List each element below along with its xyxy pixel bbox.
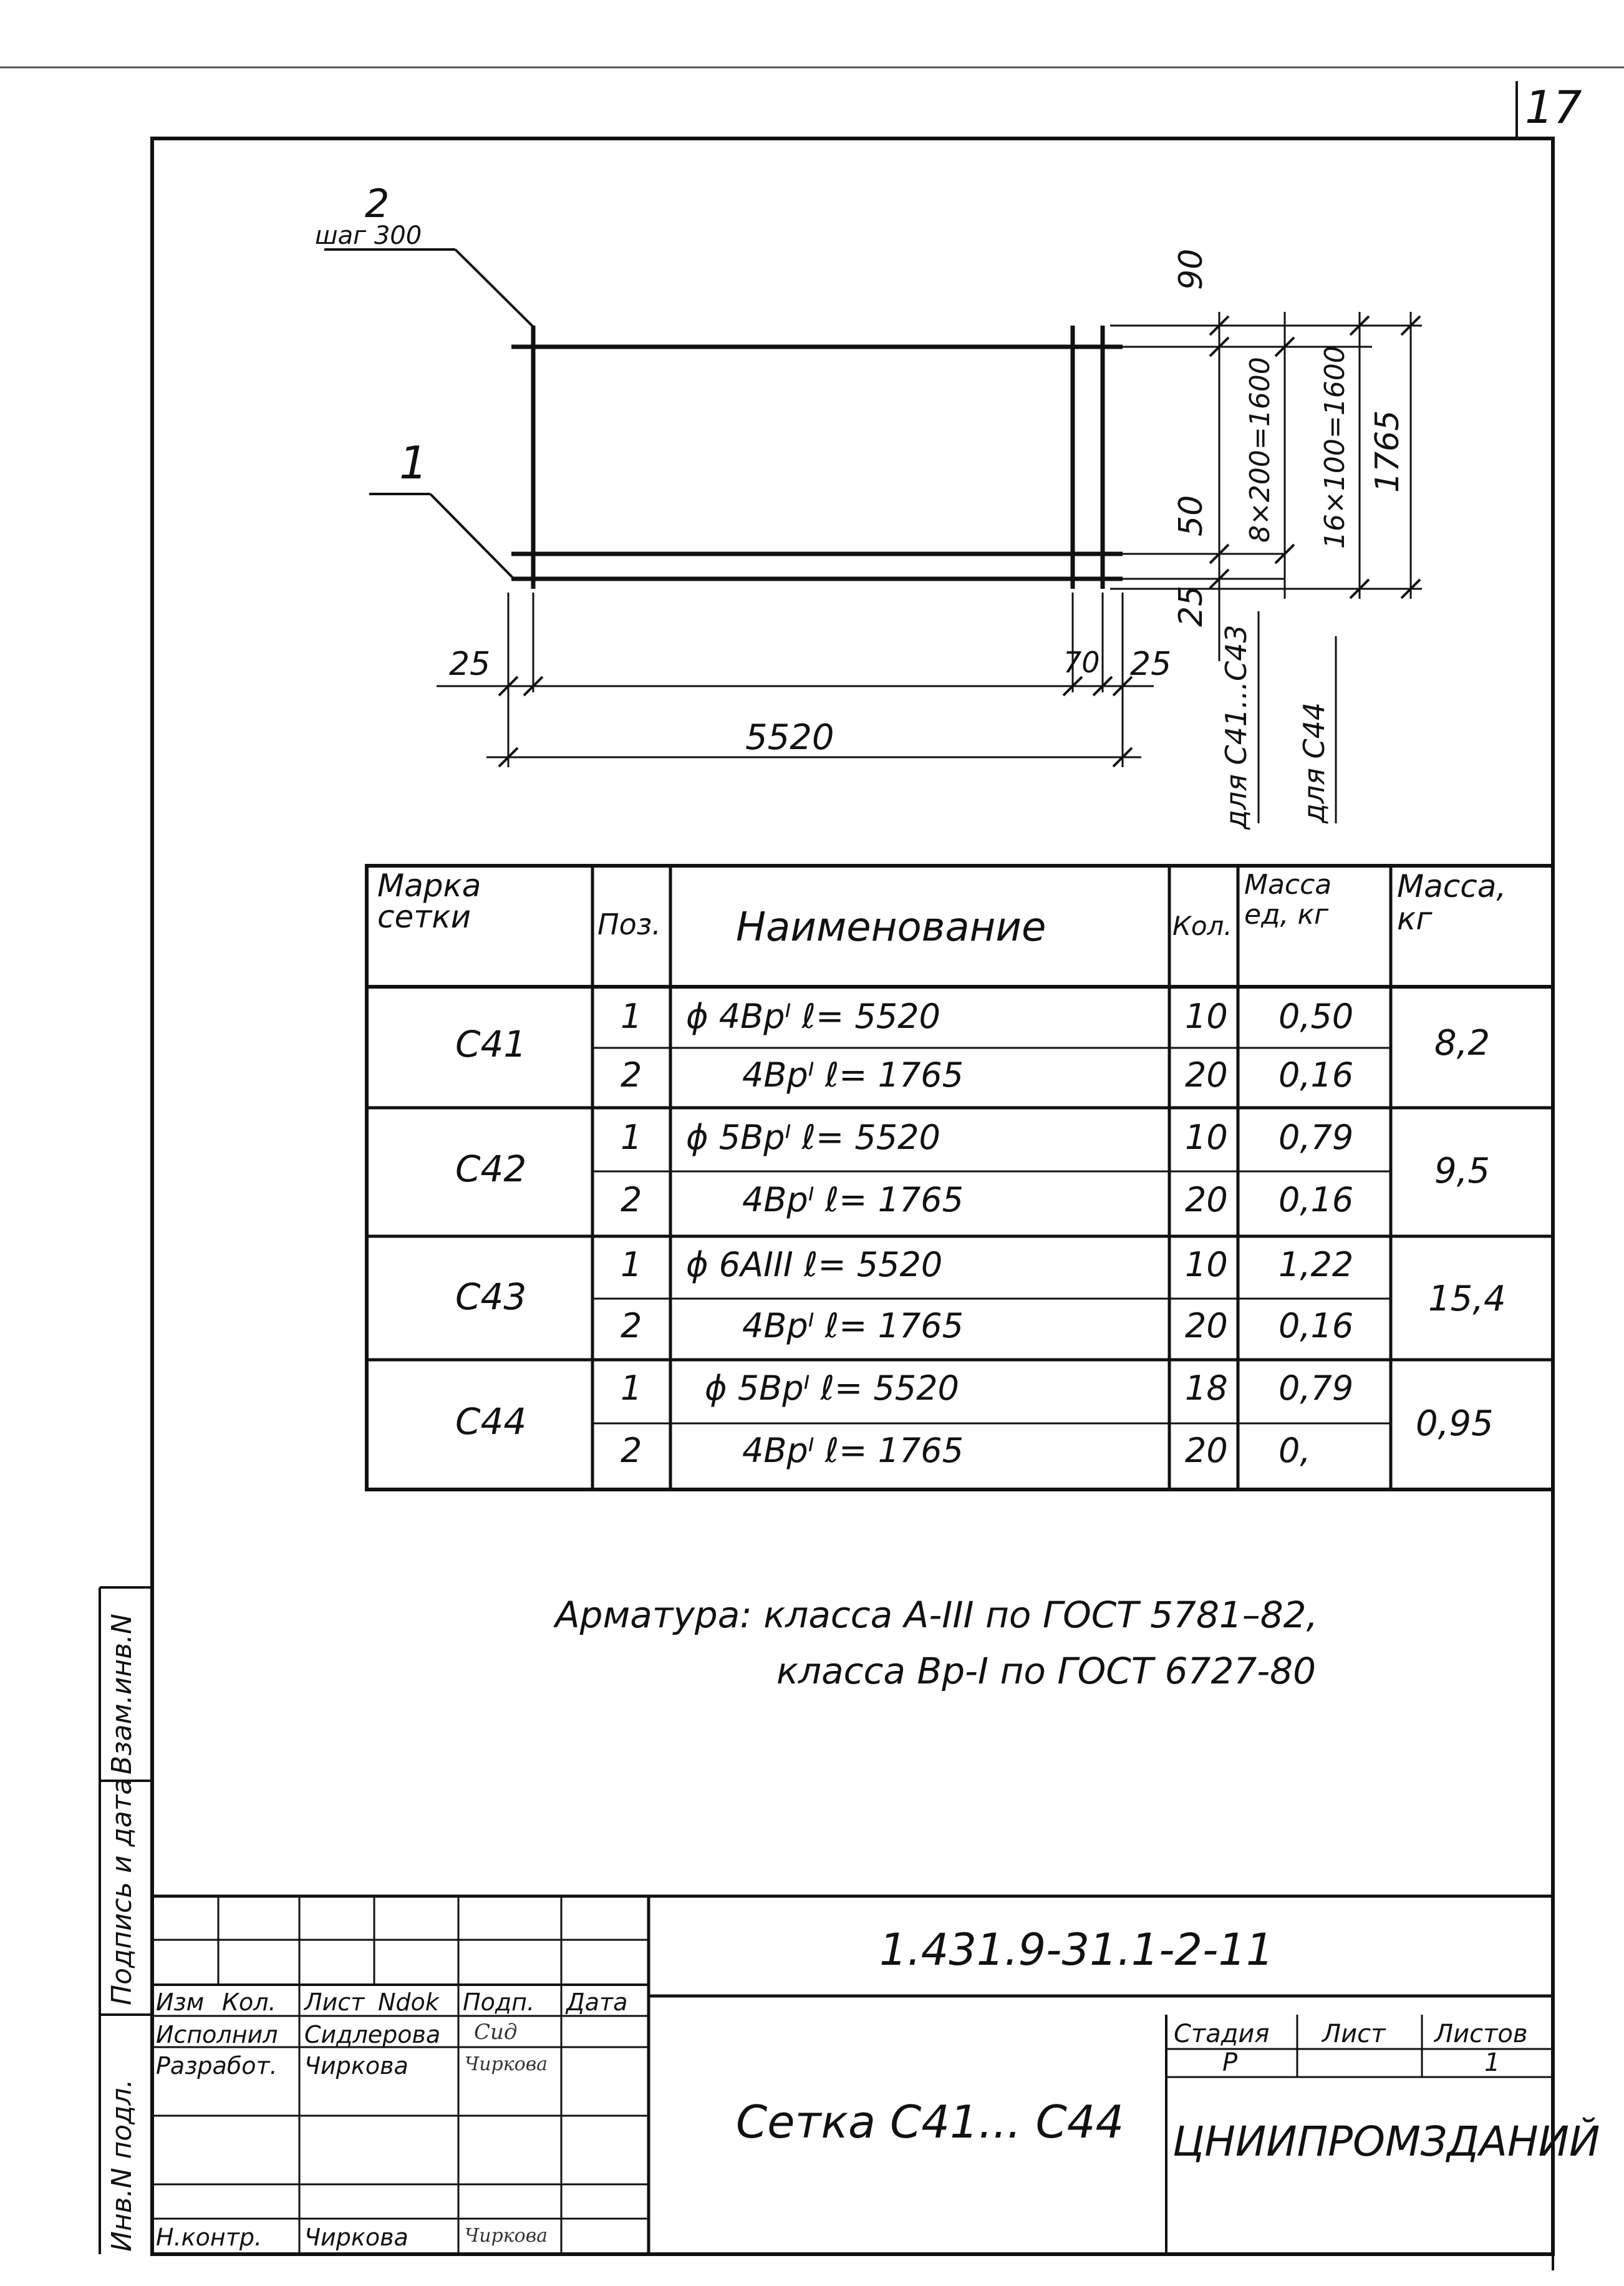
- row-unit-mass: 0,79: [1278, 1368, 1354, 1408]
- header-qty: Кол.: [1172, 911, 1232, 941]
- row-name: ϕ 5Врᴵ ℓ= 5520: [705, 1368, 959, 1408]
- header-unit-mass: Масса ед, кг: [1244, 869, 1332, 931]
- row-unit-mass: 0,16: [1278, 1180, 1354, 1219]
- row-qty: 20: [1185, 1306, 1228, 1345]
- col-izm: Изм: [156, 1988, 205, 2016]
- role-norm-control-signature: Чиркова: [465, 2225, 548, 2247]
- role-executor: Исполнил: [156, 2021, 278, 2048]
- group-mass: 8,2: [1434, 1023, 1491, 1063]
- row-unit-mass: 0,16: [1278, 1055, 1354, 1095]
- dim-16x100: 16×100=1600: [1319, 346, 1351, 549]
- row-pos: 1: [621, 1368, 642, 1408]
- sheet-number: 17: [1525, 81, 1582, 133]
- row-pos: 1: [621, 1245, 642, 1284]
- side-vzam-inv: Взам.инв.N: [106, 1614, 138, 1775]
- header-pos: Поз.: [597, 908, 661, 941]
- group-mark: С41: [455, 1023, 527, 1065]
- position-1-label: 1: [399, 437, 428, 489]
- note-for-c41-c43: для С41...С43: [1219, 624, 1253, 830]
- col-list: Лист: [304, 1988, 365, 2016]
- row-qty: 10: [1185, 997, 1228, 1036]
- row-unit-mass: 0,: [1278, 1431, 1311, 1470]
- row-qty: 20: [1185, 1431, 1228, 1470]
- role-developer: Разработ.: [156, 2052, 278, 2080]
- role-norm-control: Н.контр.: [156, 2224, 263, 2251]
- group-mark: С44: [455, 1400, 527, 1443]
- role-executor-name: Сидлерова: [304, 2021, 441, 2048]
- stage-value: Р: [1222, 2048, 1238, 2077]
- position-2-label: 2: [365, 181, 390, 226]
- row-qty: 18: [1185, 1368, 1228, 1408]
- row-pos: 2: [621, 1180, 642, 1219]
- dim-70: 70: [1063, 646, 1100, 679]
- row-pos: 1: [621, 997, 642, 1036]
- reinforcement-note-line1: Арматура: класса А-III по ГОСТ 5781–82,: [555, 1594, 1318, 1636]
- dim-5520: 5520: [745, 717, 834, 758]
- side-sign-date: Подпись и дата: [106, 1778, 138, 2005]
- role-executor-signature: Сид: [474, 2020, 518, 2045]
- dim-90: 90: [1172, 248, 1210, 290]
- dim-1765: 1765: [1369, 410, 1406, 493]
- row-unit-mass: 0,79: [1278, 1118, 1354, 1157]
- row-pos: 2: [621, 1055, 642, 1095]
- sheets-label: Листов: [1434, 2020, 1528, 2048]
- row-unit-mass: 0,16: [1278, 1306, 1354, 1345]
- header-name: Наименование: [736, 904, 1046, 951]
- row-unit-mass: 0,50: [1278, 997, 1354, 1036]
- row-qty: 20: [1185, 1180, 1228, 1219]
- dim-25-right: 25: [1130, 646, 1172, 683]
- sheets-value: 1: [1484, 2048, 1501, 2077]
- reinforcement-note-line2: класса Вр-I по ГОСТ 6727-80: [776, 1650, 1316, 1692]
- col-data: Дата: [566, 1988, 628, 2016]
- col-ndok: Ndok: [378, 1988, 439, 2016]
- row-name: 4Врᴵ ℓ= 1765: [742, 1306, 964, 1345]
- row-name: 4Врᴵ ℓ= 1765: [742, 1431, 964, 1470]
- row-qty: 10: [1185, 1245, 1228, 1284]
- role-developer-name: Чиркова: [304, 2052, 408, 2080]
- row-name: ϕ 5Врᴵ ℓ= 5520: [686, 1118, 940, 1157]
- row-qty: 10: [1185, 1118, 1228, 1157]
- row-name: 4Врᴵ ℓ= 1765: [742, 1055, 964, 1095]
- dim-25-side: 25: [1172, 585, 1210, 627]
- side-inv-orig: Инв.N подл.: [106, 2079, 138, 2252]
- header-mass: Масса, кг: [1397, 868, 1507, 937]
- row-name: ϕ 4Врᴵ ℓ= 5520: [686, 997, 940, 1036]
- group-mass: 0,95: [1416, 1403, 1494, 1444]
- group-mark: С42: [455, 1148, 527, 1190]
- organization-name: ЦНИИПРОМЗДАНИЙ: [1172, 2118, 1600, 2166]
- row-pos: 1: [621, 1118, 642, 1157]
- group-mass: 9,5: [1434, 1151, 1491, 1191]
- row-qty: 20: [1185, 1055, 1228, 1095]
- group-mark: С43: [455, 1276, 527, 1318]
- dim-8x200: 8×200=1600: [1244, 357, 1276, 543]
- row-pos: 2: [621, 1431, 642, 1470]
- role-developer-signature: Чиркова: [465, 2053, 548, 2075]
- step-label: шаг 300: [315, 221, 422, 250]
- note-for-c44: для С44: [1297, 702, 1331, 823]
- col-kol: Кол.: [222, 1988, 276, 2016]
- role-norm-control-name: Чиркова: [304, 2224, 408, 2251]
- col-podp: Подп.: [463, 1988, 535, 2016]
- group-mass: 15,4: [1428, 1279, 1506, 1319]
- sheet-label: Лист: [1322, 2020, 1386, 2048]
- document-code: 1.431.9-31.1-2-11: [879, 1924, 1274, 1975]
- dim-50: 50: [1172, 495, 1210, 536]
- row-name: ϕ 6АIII ℓ= 5520: [686, 1245, 943, 1284]
- drawing-title: Сетка С41... С44: [736, 2096, 1124, 2148]
- header-mark: Марка сетки: [377, 868, 481, 935]
- dim-25-left: 25: [449, 646, 491, 683]
- row-unit-mass: 1,22: [1278, 1245, 1354, 1284]
- spec-table-grid: [367, 866, 1553, 1489]
- row-pos: 2: [621, 1306, 642, 1345]
- row-name: 4Врᴵ ℓ= 1765: [742, 1180, 964, 1219]
- stage-label: Стадия: [1174, 2020, 1270, 2048]
